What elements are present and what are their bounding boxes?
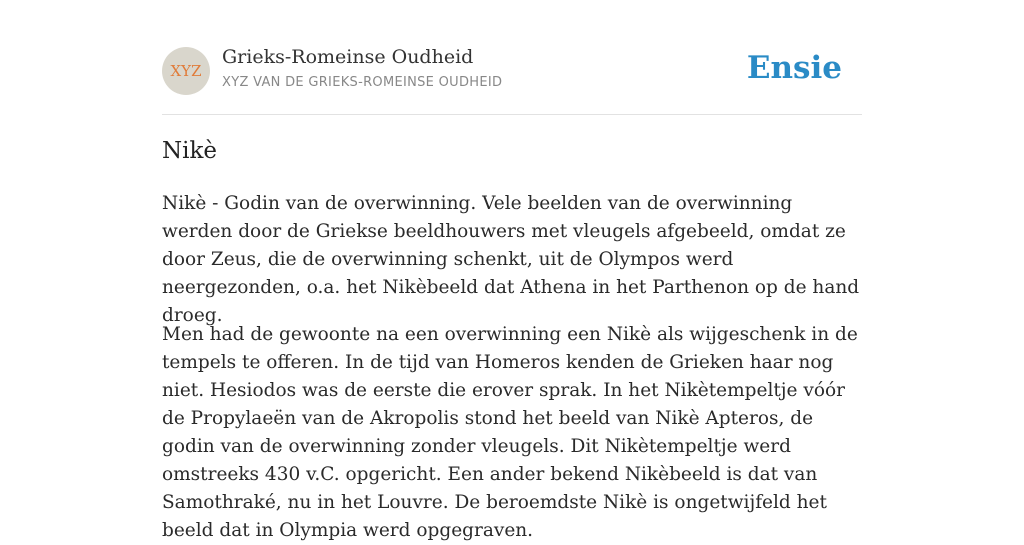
source-subtitle: XYZ VAN DE GRIEKS-ROMEINSE OUDHEID	[222, 75, 503, 90]
source-title[interactable]: Grieks-Romeinse Oudheid	[222, 46, 474, 68]
brand-logo[interactable]: Ensie	[746, 50, 842, 86]
source-avatar[interactable]	[162, 47, 210, 95]
page	[162, 0, 862, 541]
article-paragraph: Nikè - Godin van de overwinning. Vele beelden van de overwinning werden door de Griekse beeldhouwers met vleugels afgebeeld, omdat ze door Zeus, die de overwinning schenkt, uit de Olympos werd neergezonden, o.a. het Nikèbeeld dat Athena in het Parthenon op de hand droeg.	[162, 193, 860, 326]
avatar-text: XYZ	[170, 62, 202, 80]
article-paragraph: Men had de gewoonte na een overwinning een Nikè als wijgeschenk in de tempels te offeren. In de tijd van Homeros kenden de Grieken haar nog niet. Hesiodos was de eerste die erover sprak. In het Nikètempeltje vóór de Propylaeën van de Akropolis stond het beeld van Nikè Apteros, de godin van de overwinning zonder vleugels. Dit Nikètempeltje werd omstreeks 430 v.C. opgericht. Een ander bekend Nikèbeeld is dat van Samothraké, nu in het Louvre. De beroemdste Nikè is ongetwijfeld het beeld dat in Olympia werd opgegraven.	[162, 324, 858, 541]
source-header	[162, 0, 862, 115]
page-title: Nikè	[162, 138, 218, 164]
